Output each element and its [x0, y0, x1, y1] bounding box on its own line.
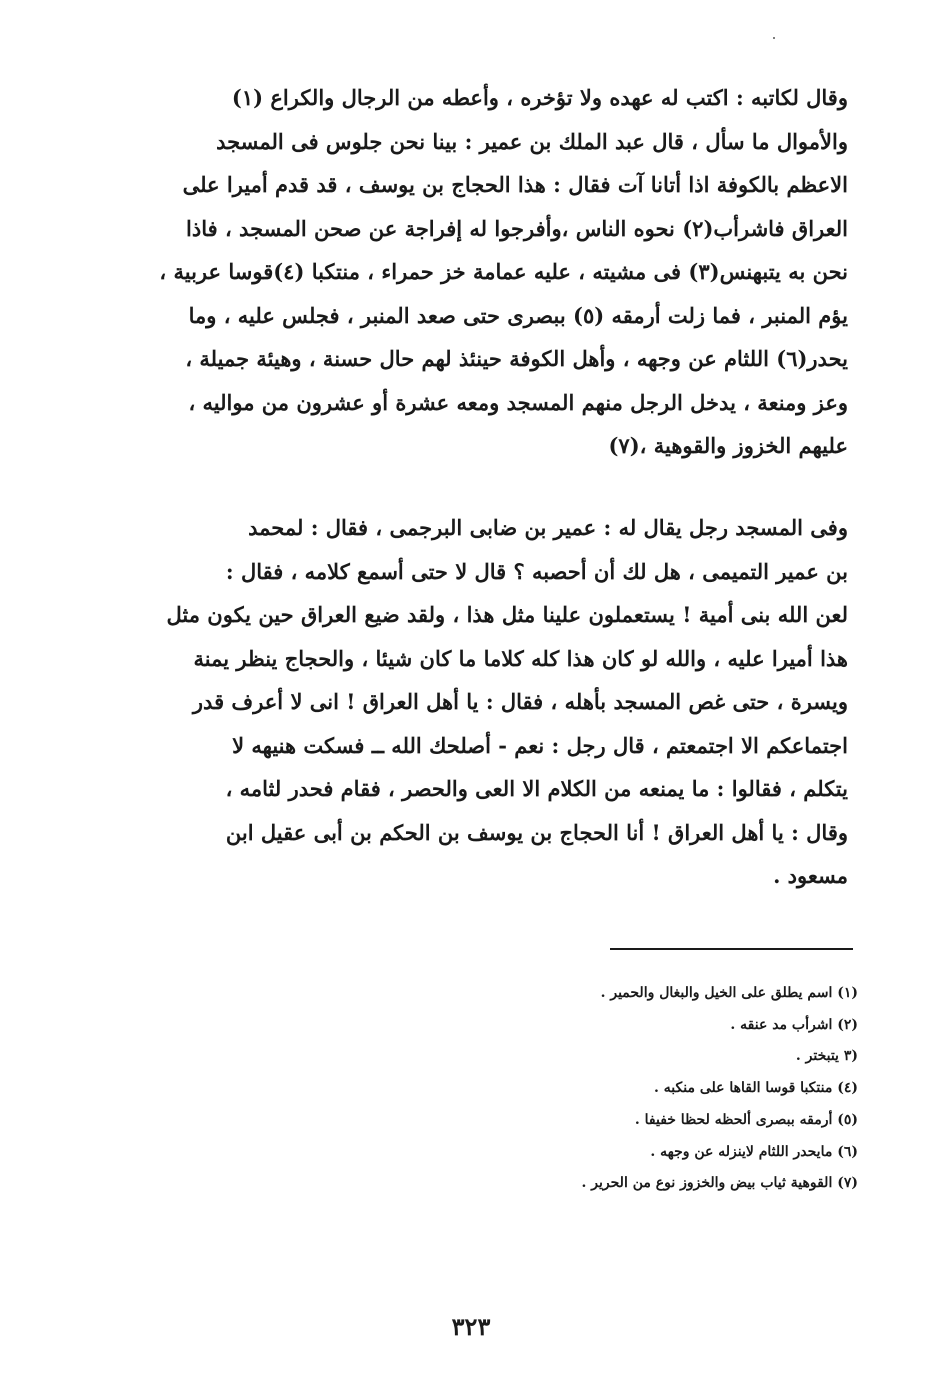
footnote-2: (٢) اشرأب مد عنقه .: [730, 1016, 858, 1033]
paragraph-line: يؤم المنبر ، فما زلت أرمقه (٥) ببصرى حتى صعد المنبر ، فجلس عليه ، وما: [188, 302, 848, 328]
footnote-5: (٥) أرمقه ببصرى ألحظه لحظا خفيفا .: [634, 1111, 858, 1128]
paragraph-line: هذا أميرا عليه ، والله لو كان هذا كله كلاما ما كان شيئا ، والحجاج ينظر يمنة: [193, 645, 848, 671]
paragraph-line: عليهم الخزوز والقوهية ،(٧): [608, 433, 848, 458]
paragraph-2: [150, 506, 848, 898]
paragraph-line: نحن به يتبهنس(٣) فى مشيته ، عليه عمامة خز حمراء ، منتكبا (٤)قوسا عربية ،: [159, 259, 848, 284]
paragraph-line: وفى المسجد رجل يقال له : عمير بن ضابى البرجمى ، فقال : لمحمد: [248, 515, 848, 540]
paragraph-line: الاعظم بالكوفة اذا أتانا آت فقال : هذا الحجاج بن يوسف ، قد قدم أميرا على: [182, 172, 848, 197]
paragraph-line: يتكلم ، فقالوا : ما يمنعه من الكلام الا العى والحصر ، فقام فحدر لثامه ،: [225, 776, 848, 801]
footnote-divider: [610, 948, 853, 950]
paragraph-line: لعن الله بنى أمية ! يستعملون علينا مثل هذا ، ولقد ضيع العراق حين يكون مثل: [166, 602, 848, 627]
paragraph-line: وعز ومنعة ، يدخل الرجل منهم المسجد ومعه عشرة أو عشرون من مواليه ،: [188, 389, 848, 415]
paragraph-line: العراق فاشرأب(٢) نحوه الناس ،وأفرجوا له إفراجة عن صحن المسجد ، فاذا: [186, 215, 848, 241]
paragraph-line: بن عمير التميمى ، هل لك أن أحصبه ؟ قال لا حتى أسمع كلامه ، فقال :: [225, 558, 848, 584]
footnote-7: (٧) القوهية ثياب بيض والخزوز نوع من الحرير .: [581, 1175, 858, 1192]
paragraph-line: وقال لكاتبه : اكتب له عهده ولا تؤخره ، وأعطه من الرجال والكراع (١): [231, 85, 848, 110]
paragraph-line: مسعود .: [773, 863, 848, 888]
paragraph-line: يحدر(٦) اللثام عن وجهه ، وأهل الكوفة حينئذ لهم حال حسنة ، وهيئة جميلة ،: [185, 346, 848, 371]
footnote-3: (٣ يتبختر .: [795, 1048, 858, 1065]
footnote-4: (٤) منتكبا قوسا القاها على منكبه .: [654, 1080, 858, 1097]
footnote-6: (٦) مايحدر اللثام لاينزله عن وجهه .: [650, 1143, 858, 1160]
paragraph-1: [150, 76, 848, 468]
scan-speck: [773, 37, 775, 39]
page-number: ٣٢٣: [451, 1312, 491, 1341]
paragraph-line: وقال : يا أهل العراق ! أنا الحجاج بن يوسف بن الحكم بن أبى عقيل ابن: [225, 819, 848, 845]
footnotes: [350, 978, 858, 1200]
footnote-1: (١) اسم يطلق على الخيل والبغال والحمير .: [600, 985, 858, 1001]
paragraph-line: والأموال ما سأل ، قال عبد الملك بن عمير : بينا نحن جلوس فى المسجد: [216, 128, 848, 154]
paragraph-line: اجتماعكم الا اجتمعتم ، قال رجل : نعم - أصلحك الله ــ فسكت هنيهه لا: [232, 732, 848, 758]
paragraph-line: ويسرة ، حتى غص المسجد بأهله ، فقال : يا أهل العراق ! انى لا أعرف قدر: [192, 689, 848, 714]
